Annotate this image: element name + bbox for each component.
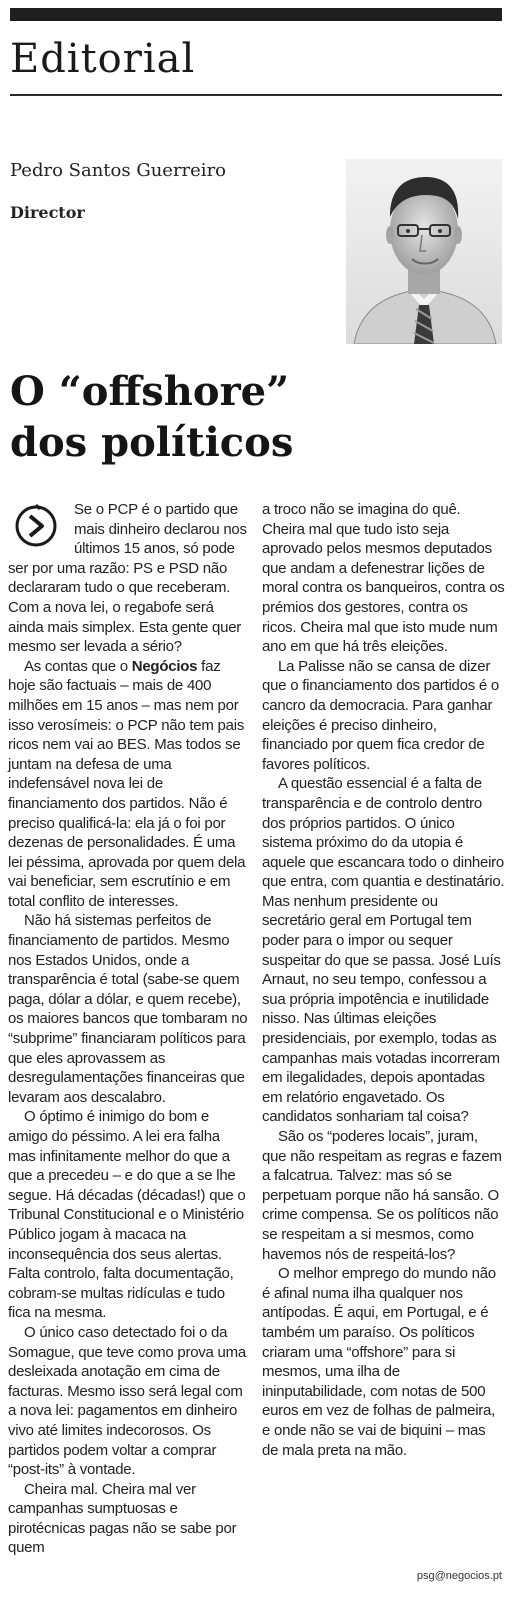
article-paragraph: a troco não se imagina do quê. Cheira mal que tudo isto seja aprovado pelos mesmos deputados que andam a defenestrar lições de moral contra os banqueiros, contra os prémios dos gestores, contra os ricos. Cheira mal que isto mude num ano em que há três eleições.: [262, 501, 505, 656]
article-paragraph: São os “poderes locais”, juram, que não respeitam as regras e fazem a falcatrua. Talvez: mas só se perpetuam porque não há sansão. O crime compensa. Se os políticos não se respeitam a si mesmos, como havemos nós de respeitá-los?: [262, 1128, 502, 1263]
top-bar: [10, 8, 502, 21]
article-paragraph: Não há sistemas perfeitos de financiamento de partidos. Mesmo nos Estados Unidos, onde a transparência é total (sabe-se quem paga, dólar a dólar, e quem recebe), os maiores bancos que tombaram no “subprime” financiaram políticos para que eles aprovassem as desregulamentações financeiras que levaram aos descalabro.: [8, 912, 248, 1106]
article-headline: [10, 366, 350, 468]
headline-line-1: O “offshore”: [10, 368, 290, 415]
section-title: Editorial: [10, 36, 196, 82]
author-email[interactable]: psg@negocios.pt: [416, 1570, 502, 1582]
article-paragraph: Cheira mal. Cheira mal ver campanhas sumptuosas e pirotécnicas pagas não se sabe por quem: [8, 1480, 237, 1557]
headline-line-2: dos políticos: [10, 419, 294, 466]
author-name: Pedro Santos Guerreiro: [10, 160, 227, 181]
author-role: Director: [10, 203, 85, 222]
publication-name: Negócios: [131, 657, 198, 675]
article-paragraph: La Palisse não se cansa de dizer que o financiamento dos partidos é o cancro da democracia. Para ganhar eleições é preciso dinheiro, financiado por quem fica credor de favores políticos.: [262, 657, 499, 773]
article-column-2: [262, 500, 505, 1460]
author-photo: [346, 159, 502, 344]
article-paragraph: O óptimo é inimigo do bom e amigo do péssimo. A lei era falha mas infinitamente melhor do que a que a precedeu – e do que a se lhe segue. Há décadas (décadas!) que o Tribunal Constitucional e o Ministério Público jogam à macaca na inconsequência dos seus alertas. Falta controlo, falta documentação, cobram-se multas ridículas e tudo fica na mesma.: [8, 1108, 246, 1322]
article-paragraph: A questão essencial é a falta de transparência e de controlo dentro dos próprios partidos. O único sistema próximo do da utopia é aquele que escancara todo o dinheiro que entra, com quantia e destinatário. Mas nenhum presidente ou secretário geral em Portugal tem poder para o impor ou sequer suspeitar do que se passa. José Luís Arnaut, no seu tempo, confessou a sua própria impotência e inutilidade nisso. Nas últimas eleições presidenciais, por exemplo, todas as campanhas mais votadas incorreram em ilegalidades, depois apontadas em relatório engavetado. Os candidatos sonhariam tal coisa?: [262, 775, 505, 1126]
article-paragraph: O único caso detectado foi o da Somague, que teve como prova uma desleixada anotação em cima de facturas. Mesmo isso será legal com a nova lei: pagamentos em dinheiro vivo até limites indecorosos. Os partidos podem voltar a comprar “post-its” à vontade.: [8, 1323, 246, 1479]
article-paragraph: As contas que o Negócios faz hoje são factuais – mais de 400 milhões em 15 anos – mas nem por isso verosímeis: o PCP não tem pais ricos nem vai ao BES. Mas todos se juntam na defesa de uma indefensável nova lei de financiamento dos partidos. Não é preciso qualificá-la: ela já o foi por dezenas de personalidades. É uma lei péssima, aprovada por quem dela vai beneficiar, sem escrutínio e em total conflito de interesses.: [8, 657, 246, 910]
article-column-1: [8, 500, 251, 1558]
chevron-circle-icon: [8, 500, 72, 550]
divider: [10, 94, 502, 96]
article-paragraph: Se o PCP é o partido que mais dinheiro declarou nos últimos 15 anos, só pode ser por uma razão: PS e PSD não declararam tudo o que receberam. Com a nova lei, o regabofe será ainda mais simplex. Esta gente quer mesmo ser levada a sério?: [8, 501, 247, 656]
article-paragraph: O melhor emprego do mundo não é afinal numa ilha qualquer nos antípodas. É aqui, em Portugal, e é também um paraíso. Os políticos criaram uma “offshore” para si mesmos, uma ilha de ininputabilidade, com notas de 500 euros em vez de folhas de palmeira, e onde não se vai de biquini – mas de mala preta na mão.: [262, 1265, 496, 1459]
